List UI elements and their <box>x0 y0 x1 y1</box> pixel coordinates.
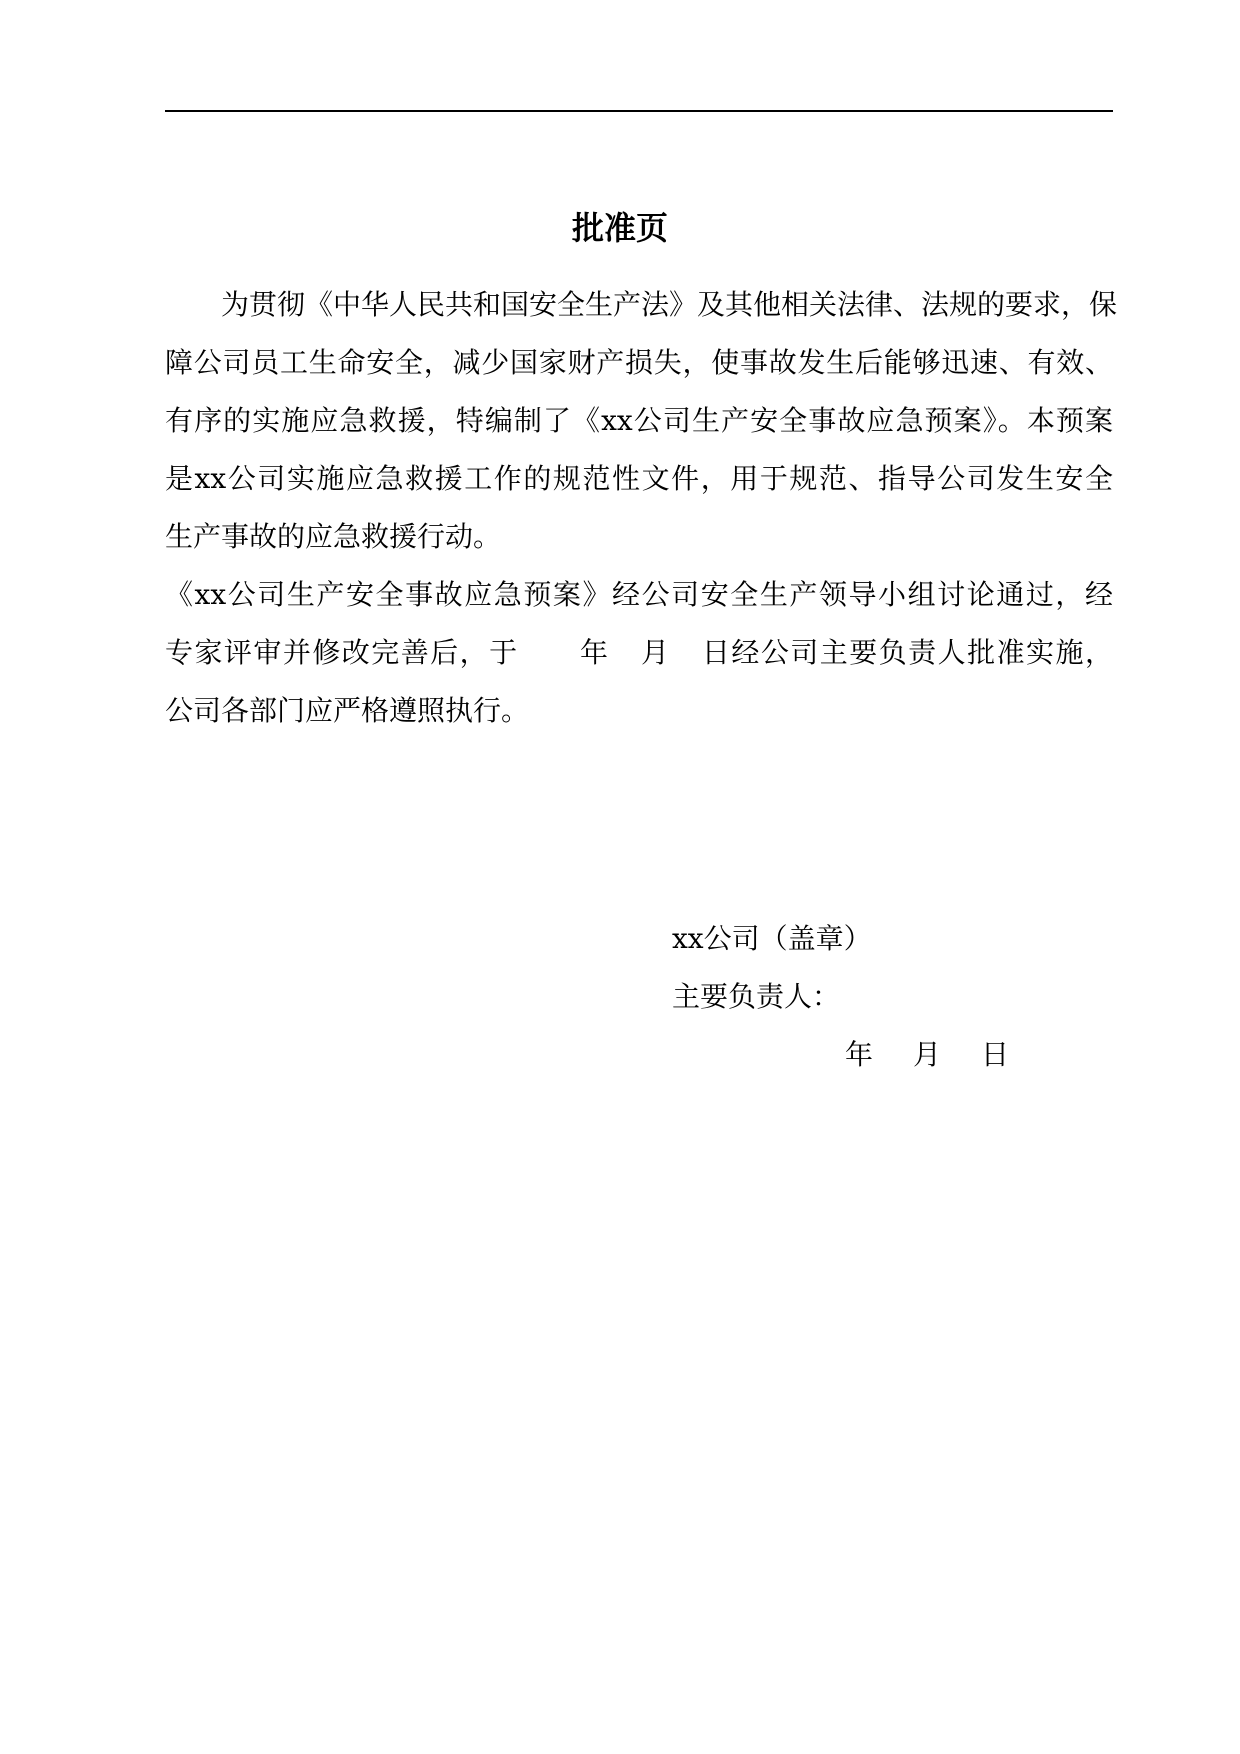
paragraph-2-line-1: 《xx公司生产安全事故应急预案》经公司安全生产领导小组讨论通过，经 <box>165 578 1113 611</box>
paragraph-1-line-4: 是xx公司实施应急救援工作的规范性文件，用于规范、指导公司发生安全 <box>165 462 1113 495</box>
approval-text-before-date: 专家评审并修改完善后，于 <box>165 636 519 669</box>
signature-date-year: 年 <box>845 1038 874 1071</box>
paragraph-1-line-2: 障公司员工生命安全，减少国家财产损失，使事故发生后能够迅速、有效、 <box>165 346 1113 379</box>
paragraph-1-line-5: 生产事故的应急救援行动。 <box>165 520 502 553</box>
paragraph-2 <box>165 566 1113 740</box>
paragraph-1-line-1: 为贯彻《中华人民共和国安全生产法》及其他相关法律、法规的要求，保 <box>165 288 1118 321</box>
paragraph-2-line-2 <box>165 624 1113 682</box>
paragraph-2-line-3: 公司各部门应严格遵照执行。 <box>165 694 530 727</box>
signature-person-label: 主要负责人： <box>672 980 841 1013</box>
paragraph-1-line-3: 有序的实施应急救援，特编制了《xx公司生产安全事故应急预案》。本预案 <box>165 404 1113 437</box>
approval-text-after-date: 日经公司主要负责人批准实施， <box>700 636 1113 669</box>
page-title: 批准页 <box>571 209 668 247</box>
approval-date-year: 年 <box>578 636 610 669</box>
paragraph-1 <box>165 276 1118 566</box>
approval-date-month: 月 <box>639 636 671 669</box>
signature-date-month: 月 <box>913 1038 942 1071</box>
header-rule <box>165 110 1113 112</box>
signature-date-day: 日 <box>981 1038 1010 1071</box>
signature-company: xx公司（盖章） <box>672 922 872 955</box>
signature-date <box>845 1035 1009 1075</box>
